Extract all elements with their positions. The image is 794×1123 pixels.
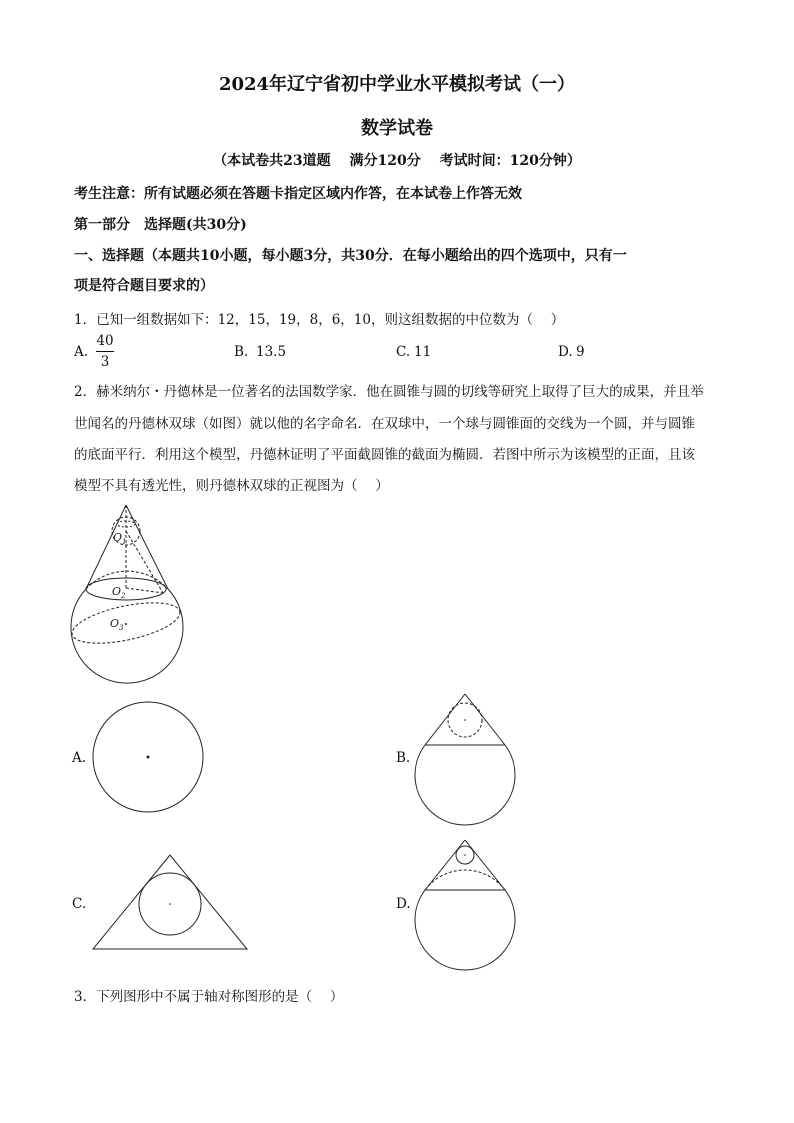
question-3-stem: 3．下列图形中不属于轴对称图形的是（ ） <box>74 989 344 1005</box>
question-2-line2: 世闻名的丹德林双球（如图）就以他的名字命名．在双球中，一个球与圆锥面的交线为一个圆，并与圆锥 <box>74 416 695 432</box>
q2-option-c-label[interactable]: C. <box>72 896 87 912</box>
fraction-numerator: 40 <box>96 333 114 349</box>
q1-option-b-text: 13.5 <box>256 344 287 360</box>
fraction-denominator: 3 <box>100 354 110 370</box>
question-2-line3: 的底面平行．利用这个模型，丹德林证明了平面截圆锥的截面为椭圆．若图中所示为该模型的正面，且该 <box>74 447 695 463</box>
exam-meta: （本试卷共23道题 满分120分 考试时间：120分钟） <box>213 153 581 169</box>
label-o2: $O_2$ <box>112 585 126 600</box>
part-heading: 第一部分 选择题(共30分) <box>74 217 247 233</box>
q1-option-d-text: 9 <box>576 344 585 360</box>
q1-option-c-text: 11 <box>414 344 432 360</box>
q1-option-b-label[interactable]: B. <box>234 344 249 360</box>
section-heading-line2: 项是符合题目要求的） <box>74 278 214 294</box>
section-heading-line1: 一、选择题（本题共10小题，每小题3分，共30分．在每小题给出的四个选项中，只有一 <box>74 248 627 264</box>
q1-option-d-label[interactable]: D. <box>558 344 573 360</box>
label-o1: $O_1$ <box>113 531 127 546</box>
label-o3: $O_3$ <box>110 617 124 632</box>
exam-title: 2024年辽宁省初中学业水平模拟考试（一） <box>218 74 576 95</box>
q2-option-b-label[interactable]: B. <box>396 750 411 766</box>
question-2-line1: 2．赫米纳尔・丹德林是一位著名的法国数学家．他在圆锥与圆的切线等研究上取得了巨大的成果，并且举 <box>74 384 704 400</box>
exam-subtitle: 数学试卷 <box>361 118 433 139</box>
question-2-line4: 模型不具有透光性，则丹德林双球的正视图为（ ） <box>74 478 389 494</box>
q1-option-a-label[interactable]: A. <box>74 344 89 360</box>
q2-option-a-label[interactable]: A. <box>72 750 87 766</box>
q1-option-c-label[interactable]: C. <box>396 344 411 360</box>
question-1-stem: 1．已知一组数据如下：12，15，19，8，6，10，则这组数据的中位数为（ ） <box>74 312 565 328</box>
notice: 考生注意：所有试题必须在答题卡指定区域内作答，在本试卷上作答无效 <box>74 186 522 202</box>
q2-option-d-label[interactable]: D. <box>396 896 411 912</box>
